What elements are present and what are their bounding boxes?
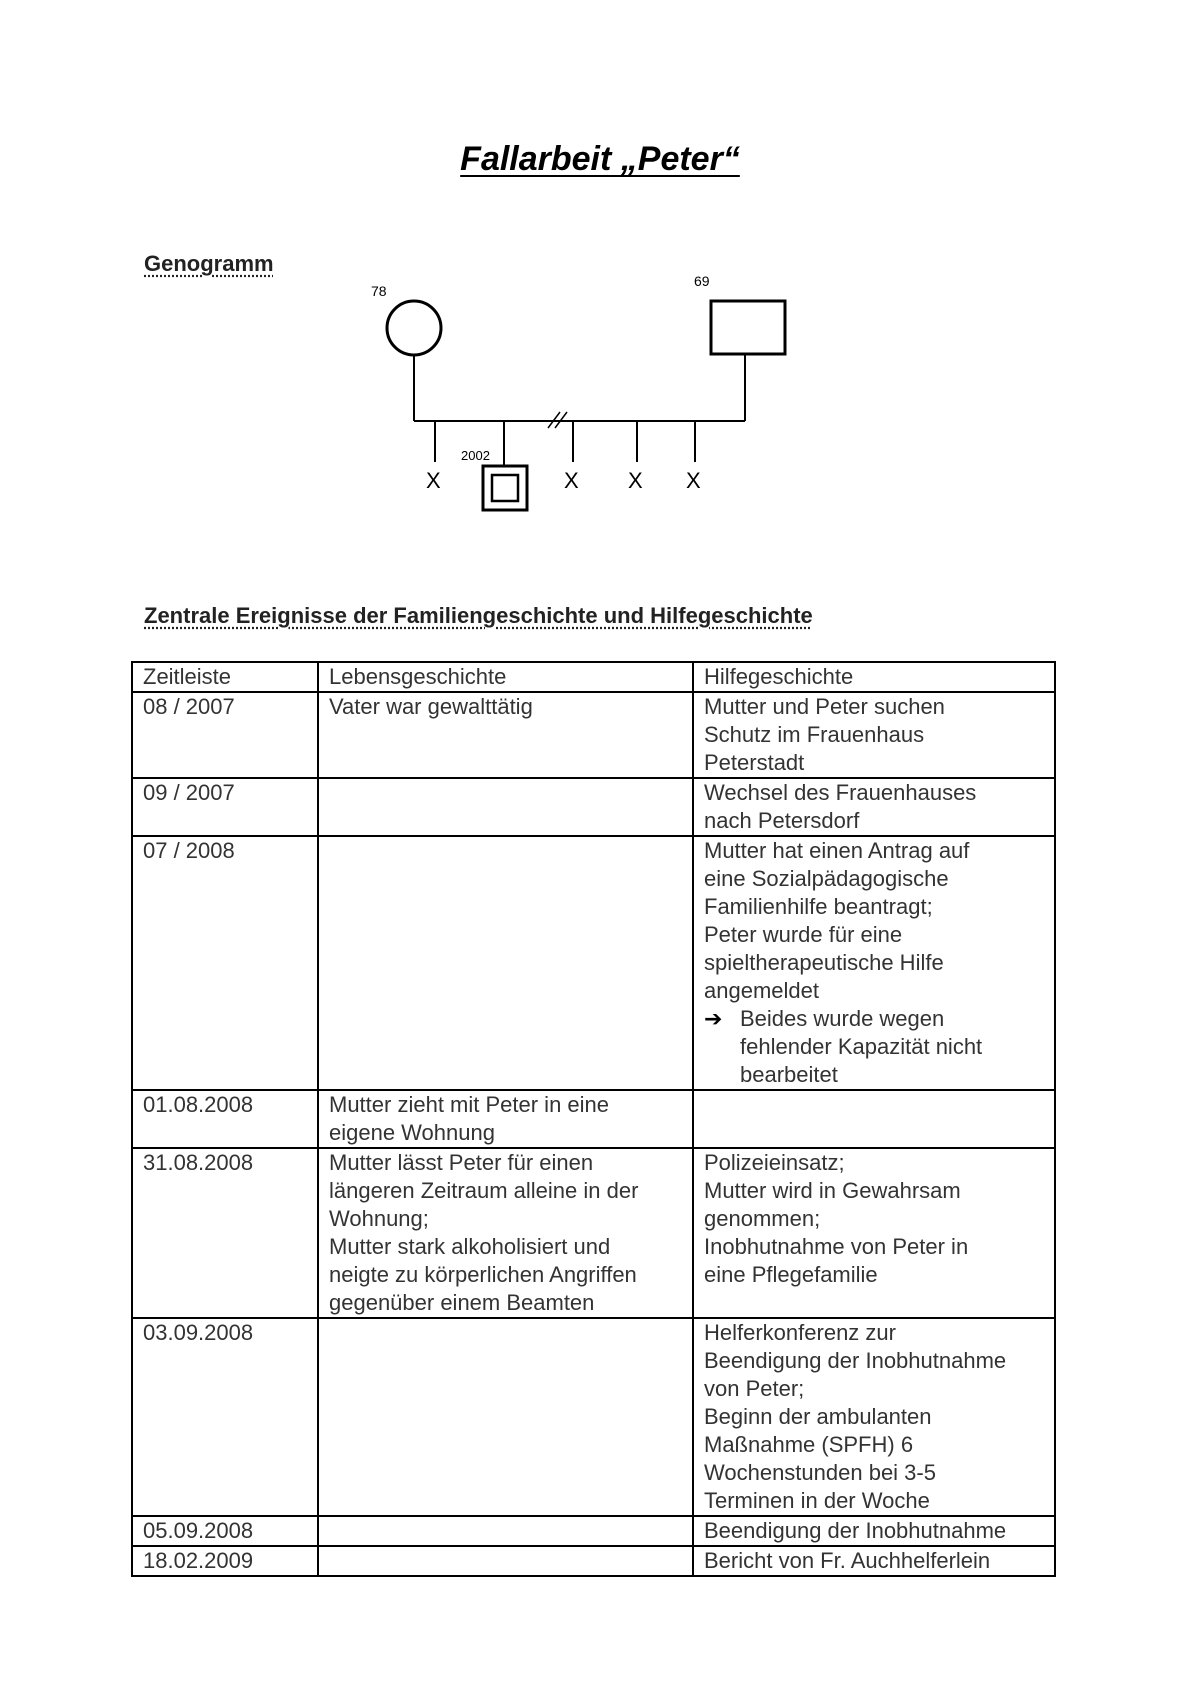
arrow-right-icon: ➔: [704, 1006, 723, 1031]
help-note-line: bearbeitet: [740, 1062, 838, 1087]
life-history-line: gegenüber einem Beamten: [329, 1290, 595, 1315]
table-row: [132, 1148, 1055, 1318]
help-history-line: von Peter;: [704, 1376, 805, 1401]
life-history-cell: [318, 778, 693, 836]
events-table-body: [132, 692, 1055, 1576]
mother-age-label: 78: [371, 283, 387, 299]
sibling-3-mark: X: [628, 468, 643, 493]
timeline-cell: 07 / 2008: [132, 836, 318, 1090]
timeline-cell: 31.08.2008: [132, 1148, 318, 1318]
table-row: [132, 1090, 1055, 1148]
timeline-cell: 18.02.2009: [132, 1546, 318, 1576]
timeline-cell: 03.09.2008: [132, 1318, 318, 1516]
help-history-cell: [693, 1090, 1055, 1148]
help-history-line: spieltherapeutische Hilfe: [704, 950, 944, 975]
column-header-life-history: Lebensgeschichte: [318, 662, 693, 692]
sibling-1-mark: X: [426, 468, 441, 493]
table-row: [132, 1318, 1055, 1516]
timeline-cell: 09 / 2007: [132, 778, 318, 836]
help-history-line: Mutter wird in Gewahrsam: [704, 1178, 961, 1203]
table-row: [132, 1546, 1055, 1576]
help-history-line: eine Sozialpädagogische: [704, 866, 949, 891]
life-history-line: Vater war gewalttätig: [329, 694, 533, 719]
timeline-cell: 08 / 2007: [132, 692, 318, 778]
sibling-4-mark: X: [686, 468, 701, 493]
peter-symbol-outer: [483, 466, 527, 510]
help-history-cell: [693, 1516, 1055, 1546]
help-history-line: eine Pflegefamilie: [704, 1262, 878, 1287]
life-history-line: Mutter stark alkoholisiert und: [329, 1234, 611, 1259]
help-history-line: angemeldet: [704, 978, 819, 1003]
sibling-2-mark: X: [564, 468, 579, 493]
help-history-cell: [693, 778, 1055, 836]
help-history-cell: [693, 1148, 1055, 1318]
table-row: [132, 836, 1055, 1090]
help-history-line: Mutter und Peter suchen: [704, 694, 945, 719]
peter-symbol-inner: [492, 475, 518, 501]
life-history-cell: [318, 1318, 693, 1516]
life-history-cell: [318, 692, 693, 778]
help-history-line: Schutz im Frauenhaus: [704, 722, 925, 747]
father-symbol: [711, 301, 785, 354]
genogram-diagram: [0, 0, 1200, 560]
help-history-line: Peter wurde für eine: [704, 922, 903, 947]
document-title: Fallarbeit „Peter“: [460, 140, 740, 178]
help-note-line: fehlender Kapazität nicht: [740, 1034, 983, 1059]
genogram-heading: Genogramm: [144, 251, 274, 276]
help-history-line: Wechsel des Frauenhauses: [704, 780, 977, 805]
table-row: [132, 778, 1055, 836]
timeline-cell: 01.08.2008: [132, 1090, 318, 1148]
help-note: [704, 1005, 1044, 1089]
help-history-cell: [693, 692, 1055, 778]
help-history-line: nach Petersdorf: [704, 808, 860, 833]
table-row: [132, 1516, 1055, 1546]
mother-symbol: [387, 301, 441, 355]
life-history-line: neigte zu körperlichen Angriffen: [329, 1262, 637, 1287]
help-note-line: Beides wurde wegen: [740, 1006, 945, 1031]
help-history-cell: [693, 1546, 1055, 1576]
table-header-row: [132, 662, 1055, 692]
help-history-cell: [693, 1318, 1055, 1516]
column-header-timeline: Zeitleiste: [132, 662, 318, 692]
life-history-cell: [318, 836, 693, 1090]
life-history-line: Mutter zieht mit Peter in eine: [329, 1092, 610, 1117]
life-history-line: Wohnung;: [329, 1206, 429, 1231]
help-history-line: Polizeieinsatz;: [704, 1150, 845, 1175]
help-history-line: Beginn der ambulanten: [704, 1404, 932, 1429]
life-history-cell: [318, 1516, 693, 1546]
life-history-cell: [318, 1546, 693, 1576]
life-history-cell: [318, 1090, 693, 1148]
help-history-line: Beendigung der Inobhutnahme: [704, 1348, 1007, 1373]
life-history-line: eigene Wohnung: [329, 1120, 495, 1145]
events-table: [131, 661, 1056, 1577]
life-history-cell: [318, 1148, 693, 1318]
life-history-line: Mutter lässt Peter für einen: [329, 1150, 594, 1175]
events-heading: Zentrale Ereignisse der Familiengeschichte und Hilfegeschichte: [144, 603, 813, 628]
help-history-cell: [693, 836, 1055, 1090]
help-history-line: genommen;: [704, 1206, 821, 1231]
help-history-line: Beendigung der Inobhutnahme: [704, 1518, 1007, 1543]
timeline-cell: 05.09.2008: [132, 1516, 318, 1546]
help-history-line: Terminen in der Woche: [704, 1488, 930, 1513]
father-age-label: 69: [694, 273, 710, 289]
help-history-line: Helferkonferenz zur: [704, 1320, 896, 1345]
column-header-help-history: Hilfegeschichte: [693, 662, 1055, 692]
life-history-line: längeren Zeitraum alleine in der: [329, 1178, 639, 1203]
help-history-line: Familienhilfe beantragt;: [704, 894, 933, 919]
table-row: [132, 692, 1055, 778]
help-history-line: Peterstadt: [704, 750, 805, 775]
separation-mark-1: [548, 412, 560, 428]
peter-year-label: 2002: [461, 448, 490, 463]
help-history-line: Bericht von Fr. Auchhelferlein: [704, 1548, 991, 1573]
separation-mark-2: [555, 412, 567, 428]
help-history-line: Maßnahme (SPFH) 6: [704, 1432, 914, 1457]
help-history-line: Inobhutnahme von Peter in: [704, 1234, 969, 1259]
help-history-line: Mutter hat einen Antrag auf: [704, 838, 970, 863]
help-history-line: Wochenstunden bei 3-5: [704, 1460, 936, 1485]
